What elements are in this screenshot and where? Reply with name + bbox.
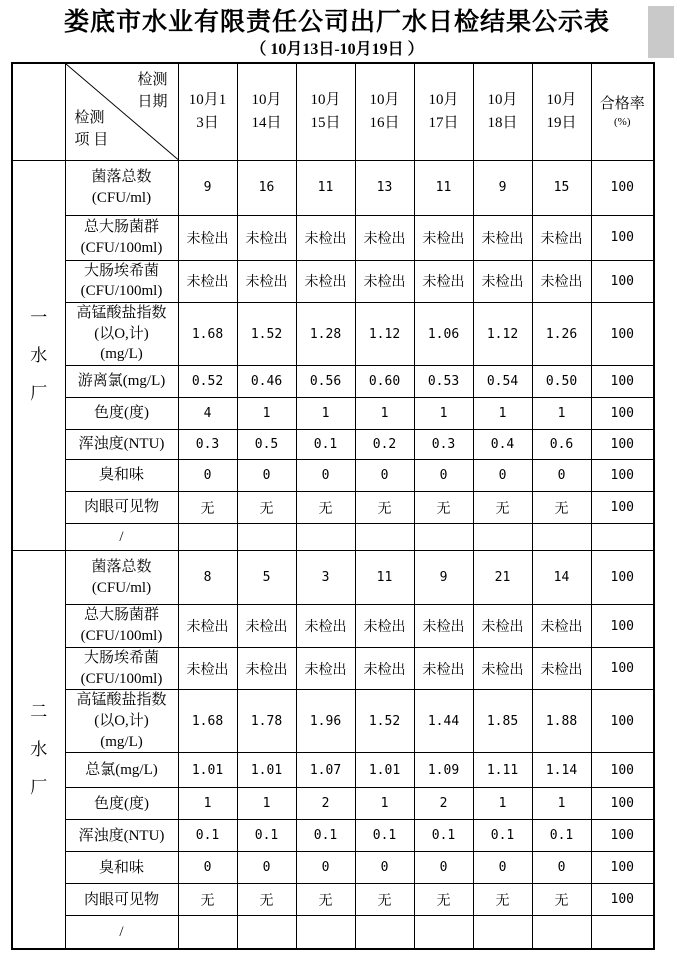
- value-cell: 0.3: [414, 430, 473, 460]
- value-cell: [532, 916, 591, 949]
- value-cell: [237, 916, 296, 949]
- value-cell: 0.50: [532, 366, 591, 398]
- value-cell: 0: [473, 852, 532, 884]
- header-detection-date-line2: 日期: [137, 93, 168, 110]
- item-label-line: 浑浊度(NTU): [78, 827, 165, 844]
- value-cell: 1.52: [355, 690, 414, 753]
- value-cell: [178, 916, 237, 949]
- value-cell: 1.12: [473, 302, 532, 365]
- value-cell: 无: [414, 492, 473, 524]
- item-label-line: (CFU/ml): [91, 189, 152, 206]
- value-cell: 未检出: [414, 260, 473, 302]
- value-cell: 0.1: [414, 820, 473, 852]
- pass-rate-cell: 100: [591, 160, 654, 215]
- value-cell: 未检出: [532, 260, 591, 302]
- value-cell: 未检出: [237, 605, 296, 648]
- item-label: [65, 492, 178, 524]
- item-label: [65, 160, 178, 215]
- value-cell: 0.46: [237, 366, 296, 398]
- pass-rate-cell: 100: [591, 690, 654, 753]
- date-header: [178, 63, 237, 160]
- date-header: [532, 63, 591, 160]
- value-cell: 0.1: [237, 820, 296, 852]
- date-header: [296, 63, 355, 160]
- table-row: [12, 302, 654, 365]
- table-row: [12, 788, 654, 820]
- item-label-line: 大肠埃希菌: [83, 650, 159, 667]
- value-cell: 1.14: [532, 753, 591, 788]
- value-cell: [355, 916, 414, 949]
- value-cell: 1.12: [355, 302, 414, 365]
- table-row: [12, 852, 654, 884]
- value-cell: 1: [414, 398, 473, 430]
- value-cell: [296, 524, 355, 551]
- value-cell: 未检出: [237, 215, 296, 260]
- value-cell: 2: [296, 788, 355, 820]
- header-detection-date: [137, 70, 167, 114]
- item-label: [65, 366, 178, 398]
- table-row: [12, 430, 654, 460]
- value-cell: 0.56: [296, 366, 355, 398]
- value-cell: 1.09: [414, 753, 473, 788]
- value-cell: 无: [296, 492, 355, 524]
- item-label-line: (以O,计): [94, 325, 149, 342]
- item-label: [65, 820, 178, 852]
- date-range-subtitle: （ 10月13日-10月19日 ）: [250, 40, 424, 58]
- item-label: [65, 260, 178, 302]
- item-label: [65, 648, 178, 690]
- value-cell: 未检出: [178, 215, 237, 260]
- plant-label-char: 二: [30, 702, 48, 721]
- value-cell: 21: [473, 551, 532, 605]
- item-label: [65, 753, 178, 788]
- pass-rate-cell: 100: [591, 753, 654, 788]
- item-label: [65, 852, 178, 884]
- date-header-line: 3日: [196, 114, 219, 131]
- table-row: [12, 551, 654, 605]
- value-cell: 未检出: [178, 648, 237, 690]
- value-cell: 1.01: [178, 753, 237, 788]
- item-label: [65, 430, 178, 460]
- item-label: [65, 884, 178, 916]
- value-cell: 0: [473, 460, 532, 492]
- item-label: [65, 302, 178, 365]
- value-cell: 1.01: [355, 753, 414, 788]
- item-label-line: (CFU/100ml): [80, 628, 163, 645]
- value-cell: 无: [296, 884, 355, 916]
- value-cell: 0.4: [473, 430, 532, 460]
- value-cell: 0: [355, 852, 414, 884]
- value-cell: 5: [237, 551, 296, 605]
- item-label-line: 色度(度): [94, 795, 149, 812]
- window-edge-shade: [648, 6, 674, 58]
- value-cell: 未检出: [355, 215, 414, 260]
- value-cell: 0.1: [532, 820, 591, 852]
- value-cell: 未检出: [296, 605, 355, 648]
- value-cell: 未检出: [414, 605, 473, 648]
- pass-rate-header-label: 合格率: [599, 95, 645, 112]
- value-cell: 未检出: [237, 648, 296, 690]
- value-cell: 9: [414, 551, 473, 605]
- item-label-line: 浑浊度(NTU): [78, 436, 165, 453]
- value-cell: 1.06: [414, 302, 473, 365]
- value-cell: 0: [296, 852, 355, 884]
- value-cell: 1: [473, 398, 532, 430]
- pass-rate-cell: 100: [591, 260, 654, 302]
- value-cell: [178, 524, 237, 551]
- date-header-line: 10月: [251, 91, 282, 108]
- value-cell: 0.6: [532, 430, 591, 460]
- value-cell: 1: [473, 788, 532, 820]
- value-cell: 11: [355, 551, 414, 605]
- item-label-line: 大肠埃希菌: [83, 262, 159, 279]
- table-row: [12, 916, 654, 949]
- item-label-line: (CFU/ml): [91, 579, 152, 596]
- pass-rate-header-unit: (%): [614, 115, 631, 128]
- value-cell: 0.3: [178, 430, 237, 460]
- value-cell: 无: [414, 884, 473, 916]
- value-cell: 未检出: [473, 215, 532, 260]
- value-cell: 未检出: [414, 648, 473, 690]
- value-cell: 9: [473, 160, 532, 215]
- value-cell: 1.88: [532, 690, 591, 753]
- pass-rate-cell: 100: [591, 605, 654, 648]
- table-row: [12, 215, 654, 260]
- item-label-line: /: [119, 923, 124, 940]
- value-cell: 1.07: [296, 753, 355, 788]
- table-row: [12, 366, 654, 398]
- table-row: [12, 884, 654, 916]
- value-cell: 0: [178, 852, 237, 884]
- value-cell: 0: [414, 460, 473, 492]
- value-cell: 1: [178, 788, 237, 820]
- plant-label-char: 水: [30, 740, 48, 759]
- value-cell: [355, 524, 414, 551]
- value-cell: 11: [296, 160, 355, 215]
- pass-rate-cell: 100: [591, 302, 654, 365]
- plant-label-char: 水: [30, 345, 48, 365]
- date-header-line: 16日: [369, 114, 400, 131]
- item-label: [65, 690, 178, 753]
- table-row: [12, 398, 654, 430]
- item-label-line: 臭和味: [98, 467, 144, 484]
- item-label: [65, 605, 178, 648]
- item-label-line: (mg/L): [100, 733, 143, 750]
- item-label-line: 总大肠菌群: [83, 218, 159, 235]
- item-label-line: /: [119, 528, 124, 545]
- value-cell: 13: [355, 160, 414, 215]
- date-header: [473, 63, 532, 160]
- item-label: [65, 788, 178, 820]
- item-label-line: 游离氯(mg/L): [77, 373, 166, 390]
- value-cell: 1: [296, 398, 355, 430]
- plant-label: [12, 551, 65, 949]
- value-cell: 15: [532, 160, 591, 215]
- value-cell: 无: [473, 492, 532, 524]
- item-label-line: (以O,计): [94, 713, 149, 730]
- date-header-line: 15日: [310, 114, 341, 131]
- item-label: [65, 916, 178, 949]
- value-cell: 未检出: [178, 260, 237, 302]
- value-cell: 9: [178, 160, 237, 215]
- table-row: [12, 690, 654, 753]
- pass-rate-header: [591, 63, 654, 160]
- value-cell: 未检出: [355, 260, 414, 302]
- value-cell: 无: [178, 884, 237, 916]
- value-cell: 无: [355, 884, 414, 916]
- value-cell: 无: [532, 492, 591, 524]
- table-row: [12, 260, 654, 302]
- date-header-line: 14日: [251, 114, 282, 131]
- value-cell: 未检出: [355, 648, 414, 690]
- value-cell: 0: [532, 460, 591, 492]
- value-cell: 0.5: [237, 430, 296, 460]
- item-label-line: 高锰酸盐指数: [76, 304, 167, 321]
- value-cell: 11: [414, 160, 473, 215]
- corner-empty-cell: [12, 63, 65, 160]
- value-cell: 1.68: [178, 690, 237, 753]
- item-label: [65, 460, 178, 492]
- diagonal-header-cell: [65, 63, 178, 160]
- value-cell: 1: [237, 788, 296, 820]
- pass-rate-cell: 100: [591, 460, 654, 492]
- item-label-line: (CFU/100ml): [80, 283, 163, 300]
- value-cell: 1.26: [532, 302, 591, 365]
- value-cell: 1.01: [237, 753, 296, 788]
- value-cell: 未检出: [178, 605, 237, 648]
- plant-label-char: 厂: [30, 778, 48, 797]
- value-cell: 3: [296, 551, 355, 605]
- value-cell: 14: [532, 551, 591, 605]
- value-cell: 1.85: [473, 690, 532, 753]
- pass-rate-cell: 100: [591, 820, 654, 852]
- value-cell: 未检出: [296, 648, 355, 690]
- value-cell: 8: [178, 551, 237, 605]
- item-label-line: (mg/L): [100, 346, 143, 363]
- value-cell: 未检出: [296, 260, 355, 302]
- value-cell: 无: [237, 492, 296, 524]
- item-label-line: 色度(度): [94, 405, 149, 422]
- pass-rate-cell: 100: [591, 215, 654, 260]
- table-row: [12, 492, 654, 524]
- value-cell: 无: [178, 492, 237, 524]
- value-cell: 0.1: [296, 430, 355, 460]
- value-cell: 未检出: [532, 648, 591, 690]
- value-cell: 1: [355, 398, 414, 430]
- value-cell: 0.1: [296, 820, 355, 852]
- pass-rate-cell: 100: [591, 648, 654, 690]
- item-label-line: 总大肠菌群: [83, 607, 159, 624]
- table-row: [12, 753, 654, 788]
- pass-rate-cell: [591, 524, 654, 551]
- value-cell: 1: [237, 398, 296, 430]
- date-header-line: 18日: [487, 114, 518, 131]
- pass-rate-cell: 100: [591, 852, 654, 884]
- pass-rate-cell: 100: [591, 884, 654, 916]
- header-detection-item-line1: 检测: [74, 110, 105, 127]
- value-cell: 0.54: [473, 366, 532, 398]
- date-header-line: 10月: [487, 91, 518, 108]
- item-label-line: 肉眼可见物: [83, 499, 159, 516]
- value-cell: [473, 916, 532, 949]
- header-detection-item: [75, 108, 109, 152]
- value-cell: 1.68: [178, 302, 237, 365]
- value-cell: 1.52: [237, 302, 296, 365]
- value-cell: 16: [237, 160, 296, 215]
- item-label-line: 肉眼可见物: [83, 891, 159, 908]
- date-header: [414, 63, 473, 160]
- date-header-line: 17日: [428, 114, 459, 131]
- date-header-line: 10月: [428, 91, 459, 108]
- date-header: [237, 63, 296, 160]
- plant-label-char: 厂: [30, 383, 48, 403]
- date-header-line: 10月: [310, 91, 341, 108]
- item-label: [65, 524, 178, 551]
- pass-rate-cell: [591, 916, 654, 949]
- value-cell: 未检出: [473, 605, 532, 648]
- value-cell: 未检出: [355, 605, 414, 648]
- value-cell: 0: [355, 460, 414, 492]
- value-cell: 未检出: [473, 648, 532, 690]
- date-header-line: 10月1: [188, 91, 227, 108]
- value-cell: 1.11: [473, 753, 532, 788]
- date-header-line: 10月: [369, 91, 400, 108]
- value-cell: [414, 916, 473, 949]
- item-label-line: (CFU/100ml): [80, 239, 163, 256]
- header-detection-item-line2: 项 目: [74, 131, 109, 148]
- value-cell: 无: [532, 884, 591, 916]
- value-cell: 0: [296, 460, 355, 492]
- item-label-line: 菌落总数: [91, 558, 152, 575]
- value-cell: 0.1: [355, 820, 414, 852]
- value-cell: 1.96: [296, 690, 355, 753]
- pass-rate-cell: 100: [591, 788, 654, 820]
- value-cell: 0: [178, 460, 237, 492]
- value-cell: 无: [237, 884, 296, 916]
- header-row: [12, 63, 654, 160]
- table-row: [12, 160, 654, 215]
- item-label-line: 菌落总数: [91, 168, 152, 185]
- value-cell: [237, 524, 296, 551]
- value-cell: [414, 524, 473, 551]
- plant-label-char: 一: [30, 307, 48, 327]
- value-cell: 0.1: [178, 820, 237, 852]
- date-header-line: 19日: [546, 114, 577, 131]
- item-label: [65, 551, 178, 605]
- value-cell: 0: [532, 852, 591, 884]
- date-header: [355, 63, 414, 160]
- inspection-results-table: [11, 62, 655, 950]
- value-cell: 0.60: [355, 366, 414, 398]
- value-cell: 未检出: [532, 215, 591, 260]
- value-cell: 0: [237, 852, 296, 884]
- value-cell: 0.2: [355, 430, 414, 460]
- value-cell: 4: [178, 398, 237, 430]
- value-cell: 无: [355, 492, 414, 524]
- pass-rate-cell: 100: [591, 492, 654, 524]
- pass-rate-cell: 100: [591, 551, 654, 605]
- date-header-line: 10月: [546, 91, 577, 108]
- table-row: [12, 648, 654, 690]
- table-row: [12, 524, 654, 551]
- item-label: [65, 398, 178, 430]
- value-cell: 0.52: [178, 366, 237, 398]
- item-label: [65, 215, 178, 260]
- pass-rate-cell: 100: [591, 398, 654, 430]
- value-cell: [296, 916, 355, 949]
- page: [0, 6, 674, 961]
- value-cell: 1: [532, 398, 591, 430]
- value-cell: [473, 524, 532, 551]
- value-cell: 2: [414, 788, 473, 820]
- header-detection-date-line1: 检测: [137, 72, 168, 89]
- value-cell: 未检出: [414, 215, 473, 260]
- table-row: [12, 460, 654, 492]
- value-cell: 0.53: [414, 366, 473, 398]
- value-cell: 0: [237, 460, 296, 492]
- item-label-line: (CFU/100ml): [80, 670, 163, 687]
- value-cell: 未检出: [296, 215, 355, 260]
- pass-rate-cell: 100: [591, 430, 654, 460]
- table-row: [12, 605, 654, 648]
- pass-rate-cell: 100: [591, 366, 654, 398]
- value-cell: 0.1: [473, 820, 532, 852]
- page-title: 娄底市水业有限责任公司出厂水日检结果公示表: [63, 8, 610, 36]
- table-row: [12, 820, 654, 852]
- value-cell: 未检出: [532, 605, 591, 648]
- item-label-line: 臭和味: [98, 859, 144, 876]
- value-cell: 1.44: [414, 690, 473, 753]
- value-cell: 无: [473, 884, 532, 916]
- value-cell: 1.28: [296, 302, 355, 365]
- value-cell: 未检出: [473, 260, 532, 302]
- item-label-line: 总氯(mg/L): [85, 762, 158, 779]
- value-cell: 1: [532, 788, 591, 820]
- value-cell: 0: [414, 852, 473, 884]
- value-cell: 1: [355, 788, 414, 820]
- plant-label: [12, 160, 65, 550]
- item-label-line: 高锰酸盐指数: [76, 692, 167, 709]
- value-cell: [532, 524, 591, 551]
- value-cell: 1.78: [237, 690, 296, 753]
- value-cell: 未检出: [237, 260, 296, 302]
